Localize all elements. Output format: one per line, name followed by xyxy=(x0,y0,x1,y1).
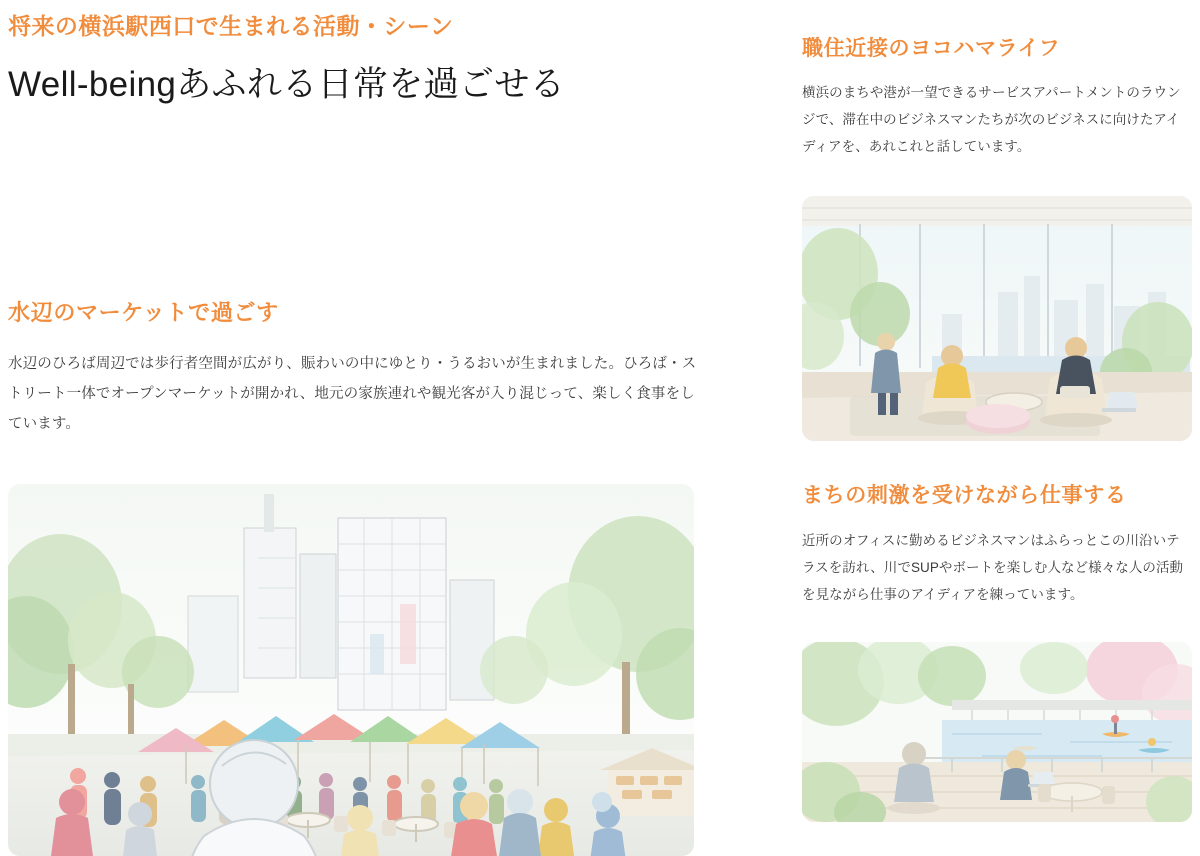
terrace-section-heading: まちの刺激を受けながら仕事する xyxy=(802,484,1127,508)
riverside-terrace-illustration xyxy=(802,642,1192,822)
market-section xyxy=(8,298,708,856)
serviced-apartment-lounge-illustration xyxy=(802,196,1192,441)
terrace-section-body: 近所のオフィスに勤めるビジネスマンはふらっとこの川沿いテラスを訪れ、川でSUPやボートを楽しむ人など様々な人の活動を見ながら仕事のアイディアを練っています。 xyxy=(802,532,1184,602)
market-section-heading: 水辺のマーケットで過ごす xyxy=(8,299,279,325)
page-title: Well-beingあふれる日常を過ごせる xyxy=(8,65,566,105)
lounge-section-heading: 職住近接のヨコハマライフ xyxy=(802,37,1061,60)
eyebrow-title: 将来の横浜駅西口で生まれる活動・シーン xyxy=(8,13,454,39)
right-column xyxy=(802,0,1192,822)
lounge-section-body: 横浜のまちや港が一望できるサービスアパートメントのラウンジで、滞在中のビジネスマンたちが次のビジネスに向けたアイディアを、あれこれと話しています。 xyxy=(802,85,1181,155)
market-section-body: 水辺のひろば周辺では歩行者空間が広がり、賑わいの中にゆとり・うるおいが生まれました。ひろば・ストリート一体でオープンマーケットが開かれ、地元の家族連れや観光客が入り混じって、楽しく食事をしています。 xyxy=(8,356,697,432)
terrace-section xyxy=(802,481,1192,821)
waterfront-market-illustration xyxy=(8,484,694,856)
lounge-section xyxy=(802,34,1192,441)
left-column xyxy=(8,0,708,856)
